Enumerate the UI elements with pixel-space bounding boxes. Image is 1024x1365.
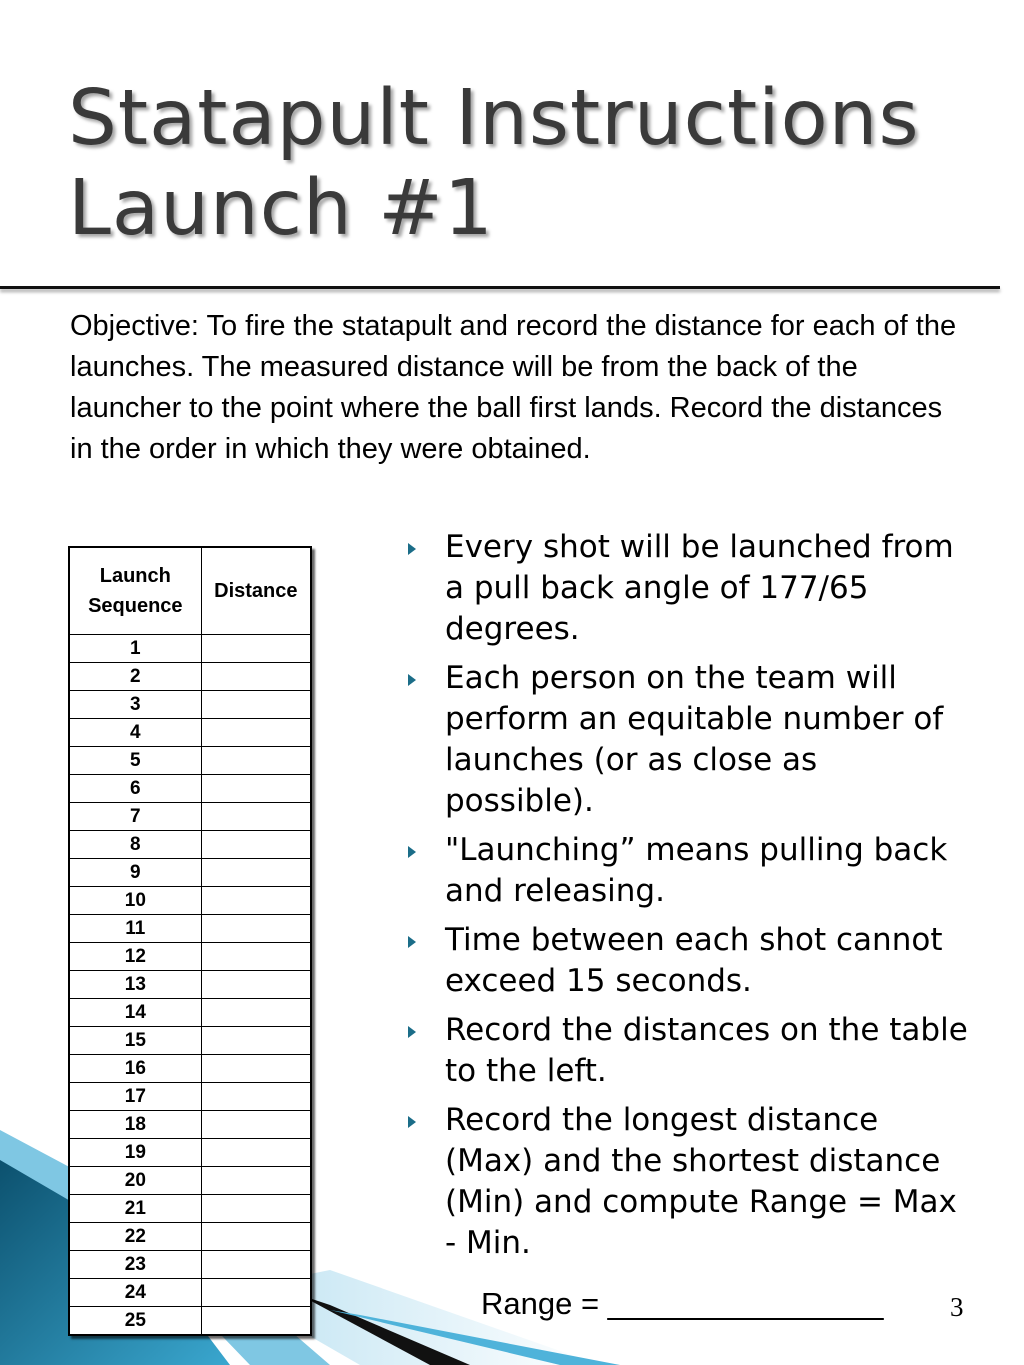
page-number: 3	[950, 1292, 964, 1322]
table-row	[69, 943, 311, 971]
distance-cell[interactable]	[201, 1307, 311, 1336]
distance-cell[interactable]	[201, 803, 311, 831]
launch-number-cell: 20	[69, 1167, 201, 1195]
launch-number-cell: 14	[69, 999, 201, 1027]
bullet-item	[408, 830, 968, 912]
launch-number-cell: 10	[69, 887, 201, 915]
launch-number-cell: 4	[69, 719, 201, 747]
table-row	[69, 831, 311, 859]
table-row	[69, 1279, 311, 1307]
bullet-text: Record the distances on the table to the left.	[445, 1012, 968, 1089]
table-row	[69, 1111, 311, 1139]
distance-cell[interactable]	[201, 1055, 311, 1083]
table-row	[69, 971, 311, 999]
bullet-text: Record the longest distance (Max) and the shortest distance (Min) and compute Range = Max - Min.	[445, 1102, 957, 1261]
distance-cell[interactable]	[201, 747, 311, 775]
slide-title	[68, 74, 968, 254]
arrow-bullet-icon	[408, 846, 416, 858]
distance-cell[interactable]	[201, 859, 311, 887]
launch-table	[68, 546, 312, 1336]
distance-cell[interactable]	[201, 943, 311, 971]
distance-cell[interactable]	[201, 719, 311, 747]
arrow-bullet-icon	[408, 543, 416, 555]
distance-cell[interactable]	[201, 775, 311, 803]
table-row	[69, 1307, 311, 1336]
range-line: Range = ________________	[481, 1286, 884, 1321]
distance-cell[interactable]	[201, 1251, 311, 1279]
distance-cell[interactable]	[201, 1027, 311, 1055]
table-row	[69, 1195, 311, 1223]
distance-cell[interactable]	[201, 1111, 311, 1139]
launch-number-cell: 13	[69, 971, 201, 999]
table-row	[69, 1223, 311, 1251]
table-row	[69, 1251, 311, 1279]
distance-cell[interactable]	[201, 1167, 311, 1195]
launch-number-cell: 6	[69, 775, 201, 803]
distance-cell[interactable]	[201, 1083, 311, 1111]
bullet-item	[408, 1010, 968, 1092]
title-line-1: Statapult Instructions	[68, 74, 920, 163]
table-row	[69, 803, 311, 831]
distance-cell[interactable]	[201, 1195, 311, 1223]
table-row	[69, 1139, 311, 1167]
distance-cell[interactable]	[201, 1223, 311, 1251]
bullet-text: Each person on the team will perform an equitable number of launches (or as close as possible).	[445, 660, 944, 819]
table-row	[69, 999, 311, 1027]
launch-number-cell: 2	[69, 663, 201, 691]
table-row	[69, 775, 311, 803]
bullet-text: "Launching” means pulling back and releasing.	[445, 832, 948, 909]
launch-number-cell: 23	[69, 1251, 201, 1279]
header-distance: Distance	[201, 547, 311, 635]
table-row	[69, 1055, 311, 1083]
launch-number-cell: 25	[69, 1307, 201, 1336]
header-launch-sequence	[69, 547, 201, 635]
table-row	[69, 747, 311, 775]
launch-number-cell: 15	[69, 1027, 201, 1055]
launch-number-cell: 11	[69, 915, 201, 943]
table-row	[69, 887, 311, 915]
distance-cell[interactable]	[201, 831, 311, 859]
launch-number-cell: 19	[69, 1139, 201, 1167]
distance-cell[interactable]	[201, 999, 311, 1027]
distance-cell[interactable]	[201, 635, 311, 663]
arrow-bullet-icon	[408, 674, 416, 686]
table-row	[69, 915, 311, 943]
distance-cell[interactable]	[201, 971, 311, 999]
bullet-text: Time between each shot cannot exceed 15 seconds.	[445, 922, 943, 999]
launch-number-cell: 1	[69, 635, 201, 663]
launch-number-cell: 3	[69, 691, 201, 719]
bullet-item	[408, 920, 968, 1002]
launch-number-cell: 12	[69, 943, 201, 971]
title-line-2: Launch #1	[68, 164, 494, 253]
header-launch-sequence-label: Launch Sequence	[88, 565, 183, 617]
table-row	[69, 859, 311, 887]
arrow-bullet-icon	[408, 1116, 416, 1128]
arrow-bullet-icon	[408, 936, 416, 948]
launch-number-cell: 9	[69, 859, 201, 887]
table-header-row	[69, 547, 311, 635]
launch-number-cell: 7	[69, 803, 201, 831]
objective-text: Objective: To fire the statapult and record the distance for each of the launches. The measured distance will be from the back of the launcher to the point where the ball first lands. Record the distances in the order in which they were obtained.	[70, 310, 957, 465]
arrow-bullet-icon	[408, 1026, 416, 1038]
bullet-text: Every shot will be launched from a pull back angle of 177/65 degrees.	[445, 529, 954, 647]
launch-number-cell: 8	[69, 831, 201, 859]
bullet-item	[408, 1100, 968, 1264]
launch-number-cell: 22	[69, 1223, 201, 1251]
table-row	[69, 1027, 311, 1055]
table-row	[69, 663, 311, 691]
distance-cell[interactable]	[201, 887, 311, 915]
table-row	[69, 691, 311, 719]
launch-number-cell: 16	[69, 1055, 201, 1083]
launch-number-cell: 5	[69, 747, 201, 775]
table-row	[69, 1083, 311, 1111]
bullet-item	[408, 658, 968, 822]
table-body	[69, 635, 311, 1336]
launch-number-cell: 21	[69, 1195, 201, 1223]
launch-number-cell: 24	[69, 1279, 201, 1307]
launch-number-cell: 18	[69, 1111, 201, 1139]
launch-number-cell: 17	[69, 1083, 201, 1111]
distance-cell[interactable]	[201, 1139, 311, 1167]
table-row	[69, 1167, 311, 1195]
distance-cell[interactable]	[201, 663, 311, 691]
instruction-bullets	[408, 527, 968, 1272]
title-divider	[0, 286, 1000, 289]
distance-cell[interactable]	[201, 915, 311, 943]
bullet-item	[408, 527, 968, 650]
distance-cell[interactable]	[201, 1279, 311, 1307]
table-row	[69, 719, 311, 747]
table-row	[69, 635, 311, 663]
distance-cell[interactable]	[201, 691, 311, 719]
